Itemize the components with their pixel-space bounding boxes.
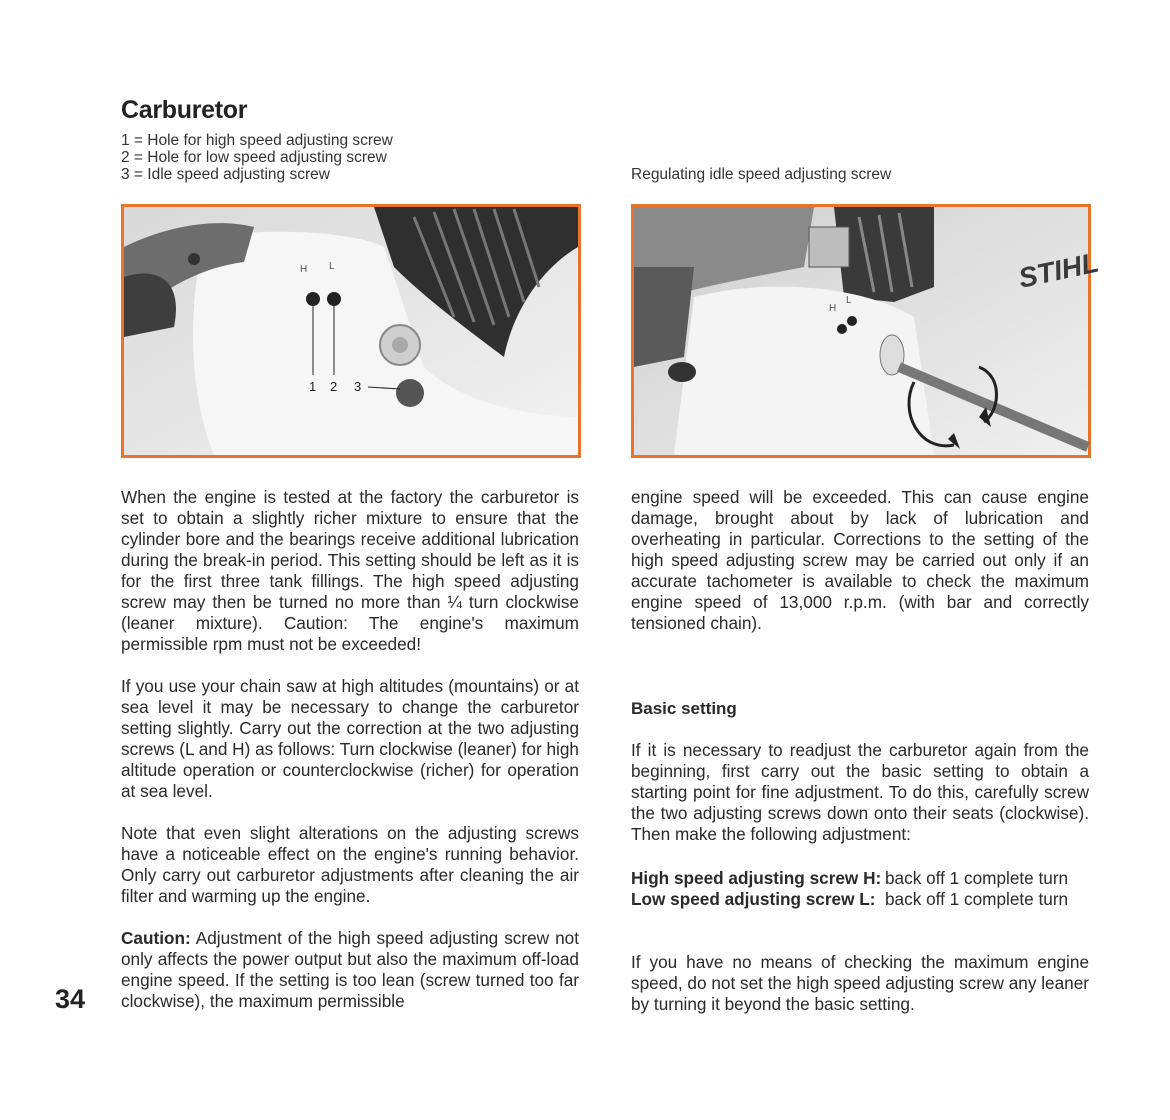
caution-text: Adjustment of the high speed adjusting screw not only affects the power output but also the maximum off-load engine speed. If the setting is too lean (screw turned too far clockwise), the maximum permissible [121, 928, 579, 1011]
altitude-paragraph: If you use your chain saw at high altitudes (mountains) or at sea level it may be necessary to change the carburetor setting slightly. Carry out the correction at the two adjusting screws (L and H) as follows: Turn clockwise (leaner) for high altitude operation or counterclockwise (richer) for operation at sea level. [121, 676, 579, 801]
adjustment-note-paragraph: Note that even slight alterations on the adjusting screws have a noticeable effect on the engine's running behavior. Only carry out carburetor adjustments after cleaning the air filter and warming up the engine. [121, 823, 579, 906]
photo-label-2: 2 [330, 379, 338, 394]
idle-adjustment-photo [631, 204, 1102, 458]
photo-label-3: 3 [354, 379, 362, 394]
page-number: 34 [55, 984, 86, 1014]
photo-label-h: H [300, 264, 308, 275]
stihl-logo: STIHL [1015, 246, 1102, 294]
engine-speed-paragraph: engine speed will be exceeded. This can cause engine damage, brought about by lack of lubrication and overheating in particular. Corrections to the setting of the high speed adjusting screw may be carried out only if an accurate tachometer is available to check the maximum engine speed of 13,000 r.p.m. (with bar and correctly tensioned chain). [631, 487, 1089, 633]
section-title: Carburetor [121, 96, 248, 124]
caution-paragraph [121, 928, 579, 1012]
photo-label-1: 1 [309, 379, 317, 394]
figure-legend [121, 132, 393, 183]
setting-row-high [631, 868, 1089, 889]
basic-setting-heading: Basic setting [631, 699, 737, 718]
setting-row-low [631, 889, 1089, 910]
caution-label: Caution: [121, 928, 191, 948]
photo-label-l: L [329, 261, 335, 272]
carburetor-photo [121, 204, 581, 458]
setting-label-high: High speed adjusting screw H: [631, 868, 882, 888]
carburetor-illustration [124, 207, 578, 455]
right-figure-caption: Regulating idle speed adjusting screw [631, 166, 892, 183]
basic-setting-paragraph: If it is necessary to readjust the carburetor again from the beginning, first carry out the basic setting to obtain a starting point for fine adjustment. To do this, carefully screw the two adjusting screws down onto their seats (clockwise). Then make the following adjustment: [631, 740, 1089, 844]
photo-label-h2: H [829, 303, 837, 314]
left-text-column [121, 487, 579, 1012]
setting-label-low: Low speed adjusting screw L: [631, 889, 876, 909]
idle-adjustment-illustration [634, 207, 1102, 455]
legend-item-2: 2 = Hole for low speed adjusting screw [121, 149, 387, 166]
no-tachometer-paragraph: If you have no means of checking the maximum engine speed, do not set the high speed adjusting screw any leaner by turning it beyond the basic setting. [631, 952, 1089, 1014]
right-text-column [631, 487, 1089, 634]
settings-list [631, 868, 1089, 910]
photo-label-l2: L [846, 295, 852, 306]
legend-item-3: 3 = Idle speed adjusting screw [121, 166, 330, 183]
factory-setting-paragraph: When the engine is tested at the factory the carburetor is set to obtain a slightly richer mixture to ensure that the cylinder bore and the bearings receive additional lubrication during the break-in period. This setting should be left as it is for the first three tank fillings. The high speed adjusting screw may then be turned no more than ¼ turn clockwise (leaner mixture). Caution: The engine's maximum permissible rpm must not be exceeded! [121, 487, 579, 654]
setting-value-high: back off 1 complete turn [885, 868, 1069, 888]
setting-value-low: back off 1 complete turn [885, 889, 1069, 909]
legend-item-1: 1 = Hole for high speed adjusting screw [121, 132, 393, 149]
